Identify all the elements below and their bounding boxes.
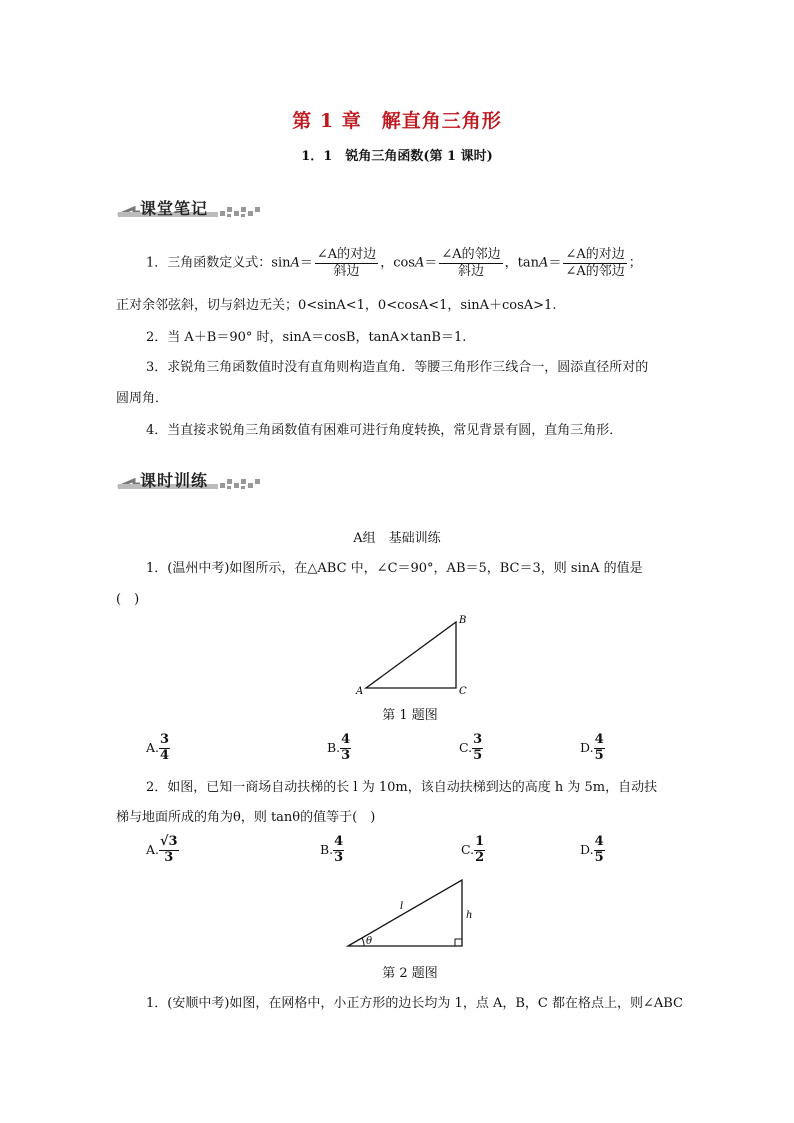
- fig1-label-a: A: [356, 686, 364, 697]
- option-label: C.: [461, 841, 475, 857]
- hyp-label: 斜边: [333, 263, 360, 279]
- q2-option-a[interactable]: [146, 835, 179, 866]
- angle-a: ∠A: [316, 247, 338, 262]
- note-item-1: [146, 247, 642, 279]
- opp-label: 的对边: [337, 247, 377, 262]
- q1-option-b[interactable]: [327, 733, 351, 764]
- option-numerator: √3: [160, 834, 178, 849]
- option-numerator: 4: [341, 732, 351, 747]
- fig2-label-theta: θ: [366, 936, 373, 947]
- notes-banner-label: 课堂笔记: [140, 199, 209, 218]
- angle-a: ∠A: [565, 247, 586, 262]
- cos-var: A: [414, 255, 425, 271]
- option-denominator: 5: [594, 747, 604, 763]
- option-numerator: 3: [160, 732, 170, 747]
- note-item-2: 2．当 A＋B＝90° 时，sinA＝cosB，tanA×tanB＝1.: [146, 330, 467, 345]
- note-1-var: A: [290, 255, 300, 271]
- opp-label: 的对边: [585, 247, 625, 262]
- fig1-label-b: B: [459, 615, 467, 626]
- note-1-prefix: 1．三角函数定义式：sin: [146, 255, 291, 271]
- question-2-figure: [340, 872, 480, 952]
- option-label: B.: [327, 739, 341, 755]
- q2-option-d[interactable]: [580, 835, 605, 866]
- option-numerator: 3: [473, 732, 483, 747]
- adj-label: 的邻边: [585, 263, 625, 279]
- semicolon: ；: [628, 255, 642, 271]
- note-item-4: 4．当直接求锐角三角函数值有困难可进行角度转换，常见背景有圆，直角三角形．: [146, 423, 623, 438]
- option-numerator: 1: [475, 834, 485, 849]
- fig2-label-l: l: [400, 901, 404, 912]
- question-1-text: 1．(温州中考)如图所示，在△ABC 中，∠C＝90°，AB＝5，BC＝3，则 sinA 的值是: [146, 561, 643, 576]
- equals-sign: ＝: [299, 255, 313, 271]
- hyp-label: 斜边: [458, 263, 485, 279]
- option-numerator: 4: [594, 834, 604, 849]
- option-label: A.: [146, 841, 160, 857]
- option-label: D.: [580, 841, 594, 857]
- option-denominator: 5: [473, 747, 483, 763]
- q2-option-c[interactable]: [461, 835, 485, 866]
- group-title: A组 基础训练: [353, 531, 441, 546]
- option-label: B.: [320, 841, 334, 857]
- equals-sign: ＝: [548, 255, 562, 271]
- question-2-text: 2．如图，已知一商场自动扶梯的长 l 为 10m，该自动扶梯到达的高度 h 为 5m，自动扶: [146, 780, 658, 795]
- question-2-text-line-2: 梯与地面所成的角为θ，则 tanθ的值等于( ): [116, 810, 376, 825]
- equals-sign: ＝: [424, 255, 438, 271]
- option-label: C.: [459, 739, 473, 755]
- q1-option-a[interactable]: [146, 733, 170, 764]
- tan-fraction: [563, 247, 626, 279]
- option-denominator: 3: [341, 747, 351, 763]
- option-label: A.: [146, 739, 160, 755]
- option-denominator: 3: [334, 849, 344, 865]
- q1-option-d[interactable]: [580, 733, 605, 764]
- training-banner: [116, 470, 266, 492]
- tan-label: ，tan: [504, 255, 540, 271]
- fig2-label-h: h: [466, 910, 473, 921]
- adj-label: 的邻边: [461, 247, 501, 262]
- option-denominator: 3: [164, 849, 174, 865]
- q2-option-b[interactable]: [320, 835, 344, 866]
- tan-var: A: [539, 255, 549, 271]
- training-banner-label: 课时训练: [140, 471, 209, 490]
- option-denominator: 4: [160, 747, 170, 763]
- note-item-3-line-2: 圆周角．: [116, 391, 169, 406]
- cos-label: ，cos: [380, 255, 415, 271]
- question-1-figure: [350, 610, 480, 700]
- question-1-caption: 第 1 题图: [382, 708, 438, 723]
- option-label: D.: [580, 739, 594, 755]
- option-numerator: 4: [594, 732, 604, 747]
- chapter-title: 第 1 章 解直角三角形: [292, 110, 502, 132]
- option-denominator: 5: [594, 849, 604, 865]
- note-item-1-line-2: 正对余邻弦斜，切与斜边无关；0<sinA<1，0<cosA<1，sinA＋cosA>1.: [116, 298, 557, 313]
- question-3-text: 1．(安顺中考)如图，在网格中，小正方形的边长均为 1，点 A，B，C 都在格点上，则∠ABC: [146, 996, 683, 1011]
- angle-a: ∠A: [441, 247, 462, 262]
- question-1-bracket: ( ): [116, 592, 140, 607]
- cos-fraction: [439, 247, 502, 279]
- fig1-label-c: C: [459, 686, 467, 697]
- option-denominator: 2: [475, 849, 485, 865]
- angle-a: ∠A: [565, 263, 586, 279]
- q1-option-c[interactable]: [459, 733, 483, 764]
- sin-fraction: [315, 247, 378, 279]
- question-2-caption: 第 2 题图: [382, 966, 438, 981]
- notes-banner: [116, 198, 266, 220]
- note-item-3: 3．求锐角三角函数值时没有直角则构造直角．等腰三角形作三线合一，圆添直径所对的: [146, 360, 649, 375]
- section-title: 1．1 锐角三角函数(第 1 课时): [301, 149, 493, 164]
- option-numerator: 4: [334, 834, 344, 849]
